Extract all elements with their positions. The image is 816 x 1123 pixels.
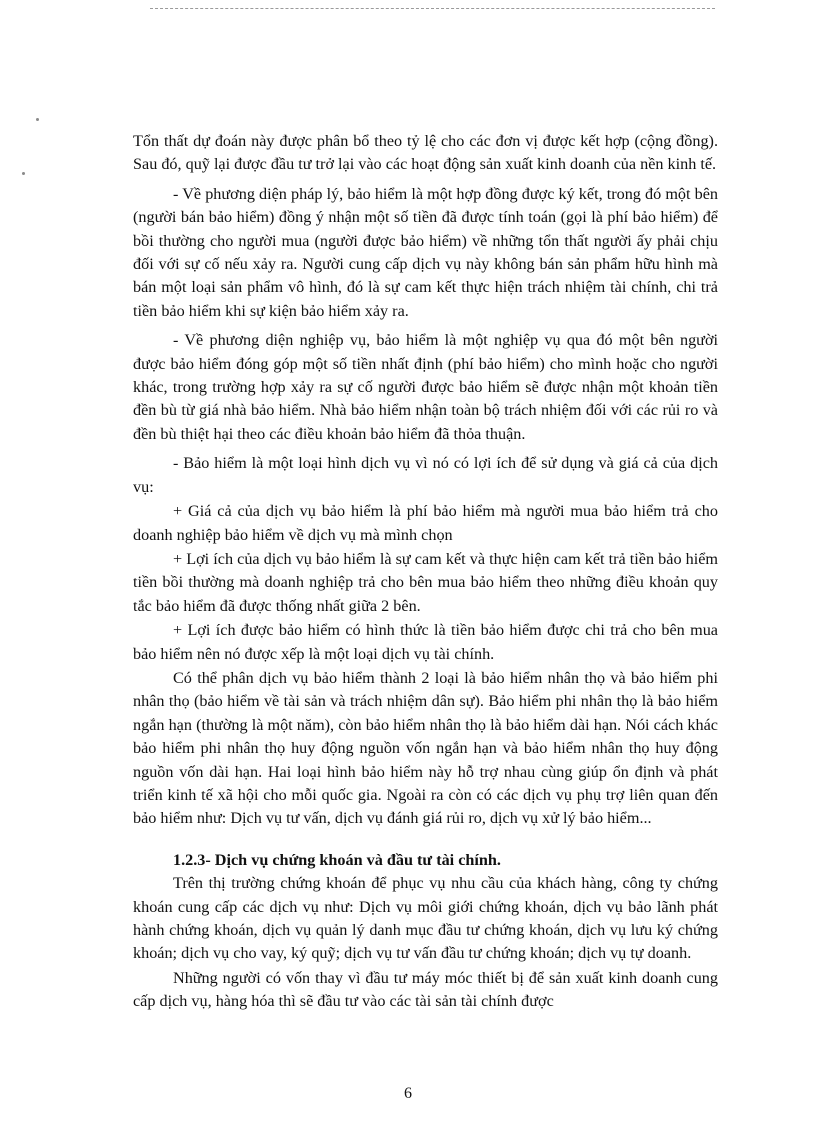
paragraph-price-item: + Giá cả của dịch vụ bảo hiểm là phí bảo hiểm mà người mua bảo hiểm trả cho doanh nghiệp bảo hiểm về dịch vụ mà mình chọn bbox=[133, 502, 718, 544]
top-scan-rule bbox=[150, 8, 715, 9]
paragraph-securities-services: Trên thị trường chứng khoán để phục vụ nhu cầu của khách hàng, công ty chứng khoán cung cấp các dịch vụ như: Dịch vụ môi giới chứng khoán, dịch vụ bảo lãnh phát hành chứng khoán, dịch vụ quản lý danh mục đầu tư chứng khoán, dịch vụ lưu ký chứng khoán; dịch vụ cho vay, ký quỹ; dịch vụ tư vấn đầu tư chứng khoán; dịch vụ tự doanh. bbox=[133, 874, 718, 963]
paragraph-financial-service-item: + Lợi ích được bảo hiểm có hình thức là tiền bảo hiểm được chi trả cho bên mua bảo hiểm nên nó được xếp là một loại dịch vụ tài chính. bbox=[133, 621, 718, 663]
paragraph-capital-investment: Những người có vốn thay vì đầu tư máy móc thiết bị để sản xuất kinh doanh cung cấp dịch vụ, hàng hóa thì sẽ đầu tư vào các tài sản tài chính được bbox=[133, 968, 718, 1011]
page-number: 6 bbox=[404, 1085, 412, 1102]
paragraph-legal-aspect: - Về phương diện pháp lý, bảo hiểm là một hợp đồng được ký kết, trong đó một bên (người bán bảo hiểm) đồng ý nhận một số tiền đã được tính toán (gọi là phí bảo hiểm) để bồi thường cho người mua (người được bảo hiểm) về những tổn thất người ấy phải chịu đối với sự cố nếu xảy ra. Người cung cấp dịch vụ này không bán sản phẩm hữu hình mà bán một loại sản phẩm vô hình, đó là sự cam kết thực hiện trách nhiệm tài chính, chi trả tiền bảo hiểm khi sự kiện bảo hiểm xảy ra. bbox=[133, 184, 718, 320]
paragraph-benefit-item: + Lợi ích của dịch vụ bảo hiểm là sự cam kết và thực hiện cam kết trả tiền bảo hiểm tiền bồi thường mà doanh nghiệp trả cho bên mua bảo hiểm theo những điều khoản quy tắc bảo hiểm đã được thống nhất giữa 2 bên. bbox=[133, 549, 718, 615]
document-body bbox=[133, 130, 718, 1015]
paragraph-professional-aspect: - Về phương diện nghiệp vụ, bảo hiểm là một nghiệp vụ qua đó một bên người được bảo hiểm đóng góp một số tiền nhất định (phí bảo hiểm) cho mình hoặc cho người khác, trong trường hợp xảy ra sự cố người được bảo hiểm sẽ được nhận một khoản tiền đền bù từ giá nhà bảo hiểm. Nhà bảo hiểm nhận toàn bộ trách nhiệm đối với các rủi ro và đền bù thiệt hại theo các điều khoản bảo hiểm đã thỏa thuận. bbox=[133, 331, 718, 443]
scan-speck bbox=[36, 118, 39, 121]
paragraph-loss-distribution: Tổn thất dự đoán này được phân bổ theo tỷ lệ cho các đơn vị được kết hợp (cộng đồng). Sau đó, quỹ lại được đầu tư trở lại vào các hoạt động sản xuất kinh doanh của nền kinh tế. bbox=[133, 132, 718, 174]
section-heading: 1.2.3- Dịch vụ chứng khoán và đầu tư tài chính. bbox=[173, 850, 501, 869]
paragraph-service-type: - Bảo hiểm là một loại hình dịch vụ vì nó có lợi ích để sử dụng và giá cả của dịch vụ: bbox=[133, 454, 718, 496]
paragraph-insurance-types: Có thể phân dịch vụ bảo hiểm thành 2 loại là bảo hiểm nhân thọ và bảo hiểm phi nhân thọ (bảo hiểm về tài sản và trách nhiệm dân sự). Bảo hiểm phi nhân thọ là bảo hiểm ngắn hạn (thường là một năm), còn bảo hiểm nhân thọ là bảo hiểm dài hạn. Nói cách khác bảo hiểm phi nhân thọ huy động nguồn vốn ngắn hạn và bảo hiểm nhân thọ huy động nguồn vốn dài hạn. Hai loại hình bảo hiểm này hỗ trợ nhau cùng giúp ổn định và phát triển kinh tế xã hội cho mỗi quốc gia. Ngoài ra còn có các dịch vụ phụ trợ liên quan đến bảo hiểm như: Dịch vụ tư vấn, dịch vụ đánh giá rủi ro, dịch vụ xử lý bảo hiểm... bbox=[133, 668, 718, 828]
scan-speck bbox=[22, 172, 25, 175]
